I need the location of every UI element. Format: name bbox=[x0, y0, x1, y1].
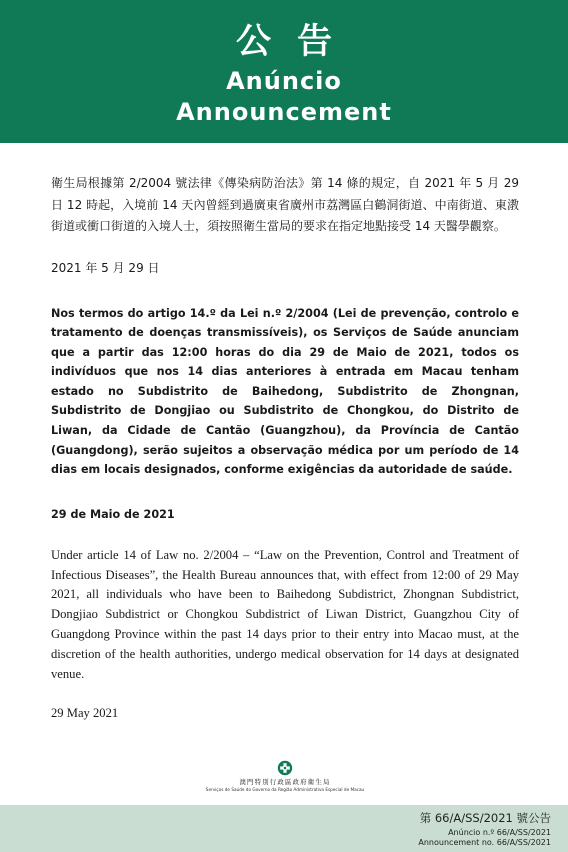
health-bureau-name-chinese: 澳門特別行政區政府衛生局 bbox=[239, 778, 331, 786]
reference-number-chinese: 第 66/A/SS/2021 號公告 bbox=[419, 811, 551, 825]
portuguese-date: 29 de Maio de 2021 bbox=[51, 507, 175, 521]
chinese-paragraph: 衛生局根據第 2/2004 號法律《傳染病防治法》第 14 條的規定，自 2021 年 5 月 29 日 12 時起，入境前 14 天內曾經到過廣東省廣州市荔灣區白鶴洞街道、中南街道、東漖街道或衝口街道的入境人士，須按照衛生當局的要求在指定地點接受 14 天醫學觀察。 bbox=[51, 176, 519, 233]
announcement-footer bbox=[0, 805, 568, 852]
english-date: 29 May 2021 bbox=[51, 706, 119, 721]
title-english: Announcement bbox=[176, 98, 392, 126]
health-bureau-name-portuguese: Serviços de Saúde do Governo da Região Administrativa Especial de Macau bbox=[205, 787, 365, 792]
reference-number-portuguese: Anúncio n.º 66/A/SS/2021 bbox=[448, 828, 551, 837]
chinese-date: 2021 年 5 月 29 日 bbox=[51, 260, 160, 275]
announcement-header bbox=[0, 0, 568, 143]
title-portuguese: Anúncio bbox=[226, 67, 342, 95]
reference-number-english: Announcement no. 66/A/SS/2021 bbox=[418, 838, 551, 847]
health-bureau-logo bbox=[200, 760, 370, 802]
announcement-body bbox=[51, 173, 519, 721]
title-chinese: 公告 bbox=[235, 22, 358, 62]
english-paragraph: Under article 14 of Law no. 2/2004 – “Law on the Prevention, Control and Treatment of Infectious Diseases”, the Health Bureau announces that, with effect from 12:00 of 29 May 2021, all individuals who have been to Baihedong Subdistrict, Zhongnan Subdistrict, Dongjiao Subdistrict or Chongkou Subdistrict of Liwan District, Guangzhou City of Guangdong Province within the past 14 days prior to their entry into Macao must, at the discretion of the health authorities, undergo medical observation for 14 days at designated venue. bbox=[51, 547, 519, 681]
portuguese-paragraph: Nos termos do artigo 14.º da Lei n.º 2/2004 (Lei de prevenção, controlo e tratamento de doenças transmissíveis), os Serviços de Saúde anunciam que a partir das 12:00 horas do dia 29 de Maio de 2021, todos os indivíduos que nos 14 dias anteriores à entrada em Macau tenham estado no Subdistrito de Baihedong, Subdistrito de Zhongnan, Subdistrito de Dongjiao ou Subdistrito de Chongkou, do Distrito de Liwan, da Cidade de Cantão (Guangzhou), da Província de Cantão (Guangdong), serão sujeitos a observação médica por um período de 14 dias em locais designados, conforme exigências da autoridade de saúde. bbox=[51, 306, 519, 477]
health-bureau-emblem-icon bbox=[277, 760, 293, 776]
